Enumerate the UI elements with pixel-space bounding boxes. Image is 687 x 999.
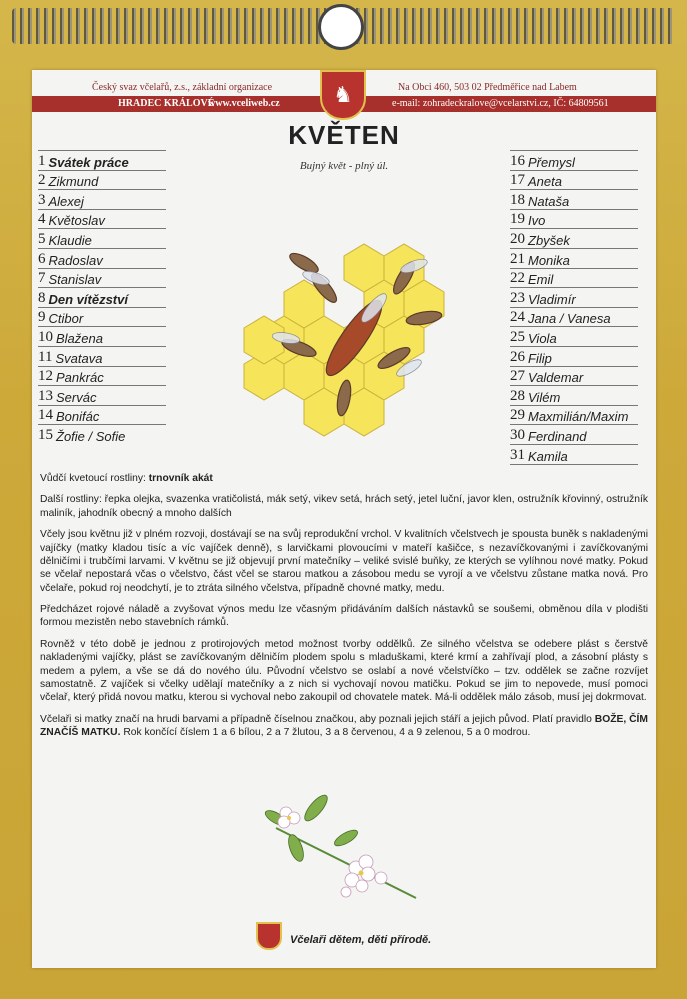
paragraph-splits: Rovněž v této době je jednou z protirojových metod možnost tvorby oddělků. Ze silného včelstva se odebere plást s čerstvě nakladenými vajíčky, plást se zavíčkovaným dělničím plodem spolu s mladuškami, které krmí a zahřívají plod, a zásobní plásty s medem a pylem, a vše se dá do nového úlu. Původní včelstvo se oslabí a nové včelstvíčko – tzv. oddělek se začne rozvíjet samostatně. Z vajíček si včelky udělají matečníky a z nich si vychovají novou matičku. Pokud se jim to nepovede, musí pomoci včelař, který přidá novou matku, kterou si vychoval nebo zakoupil od chovatele matek. Má-li oddělek málo zásob, musí jej dokrmovat. [40, 638, 648, 704]
month-motto: Bujný květ - plný úl. [299, 160, 389, 172]
day-row [510, 346, 638, 366]
day-row [38, 424, 166, 444]
hanger-hole [318, 4, 364, 50]
day-name: Kamila [528, 448, 568, 464]
day-name: Vladimír [528, 291, 576, 307]
month-title: KVĚTEN [288, 120, 400, 150]
day-number: 25 [510, 328, 525, 345]
day-row [38, 228, 166, 248]
footer-slogan: Včelaři dětem, děti přírodě. [290, 934, 432, 946]
day-row [510, 170, 638, 190]
day-row [510, 307, 638, 327]
day-name: Svátek práce [48, 154, 129, 170]
day-name: Maxmilián/Maxim [528, 409, 629, 425]
day-row [38, 170, 166, 190]
lead-plant-value: trnovník akát [148, 473, 213, 484]
day-name: Zbyšek [528, 232, 570, 248]
day-row [510, 326, 638, 346]
queen-marking-rule: BOŽE, ČÍM ZNAČÍŠ MATKU. [40, 713, 648, 738]
day-name: Zikmund [48, 174, 99, 190]
day-row [510, 209, 638, 229]
day-number: 23 [510, 289, 525, 306]
day-number: 24 [510, 309, 525, 326]
day-number: 30 [510, 426, 525, 443]
text-body [40, 472, 648, 747]
day-name: Radoslav [48, 252, 103, 268]
day-row [510, 366, 638, 386]
day-row [510, 287, 638, 307]
day-number: 22 [510, 270, 525, 287]
day-row [38, 385, 166, 405]
day-number: 21 [510, 250, 525, 267]
queen-marking-colors: Rok končící číslem 1 a 6 bílou, 2 a 7 žlutou, 3 a 8 červenou, 4 a 9 zelenou, 5 a 0 modrou. [123, 727, 531, 738]
day-name: Ferdinand [528, 428, 587, 444]
day-name: Alexej [48, 193, 84, 209]
day-number: 18 [510, 191, 525, 208]
bee-honeycomb-illustration [204, 188, 484, 458]
day-number: 20 [510, 230, 525, 247]
day-list-right [510, 150, 638, 465]
day-number: 7 [38, 270, 46, 287]
paragraph-queen-marking [40, 713, 648, 740]
day-name: Svatava [55, 350, 103, 366]
day-number: 14 [38, 407, 53, 424]
day-number: 13 [38, 387, 53, 404]
day-name: Vilém [528, 389, 561, 405]
day-number: 3 [38, 191, 46, 208]
day-number: 5 [38, 230, 46, 247]
crest-logo: ♞ [320, 70, 366, 120]
day-row [510, 405, 638, 425]
day-name: Viola [528, 330, 557, 346]
day-row [38, 405, 166, 425]
day-number: 4 [38, 211, 46, 228]
day-row [38, 366, 166, 386]
paragraph-development: Včely jsou květnu již v plném rozvoji, dostávají se na svůj reprodukční vrchol. V kvalitních včelstvech je spousta buněk s nakladenými vajíčky (matky kladou tisíc a víc vajíček denně), s larvičkami plovoucími v mateří kašičce, s nezavíčkovanými i zavíčkovanými dělničími i trubčími larvami. V květnu se již objevují první matečníky – veliké svislé buňky, ze kterých se vylíhnou nové matky. Pokud se včelař nepostará včas o včelstvo, část včel se starou matkou a zásobou medu se vyrojí a ve včelstvu zůstane matka nová. Pro včelaře, pokud roj neodchytí, je to ztráta silného včelstva, případně chovné matky, medu. [40, 529, 648, 594]
day-name: Ivo [528, 213, 546, 229]
other-plants-paragraph: Další rostliny: řepka olejka, svazenka vratičolistá, mák setý, vikev setá, hrách setý, jetel luční, javor klen, ostružník křovinný, ostružník maliník, jahodník obecný a mnoho dalších [40, 494, 648, 519]
day-row [38, 248, 166, 268]
lead-plant-label: Vůdčí kvetoucí rostliny: [40, 473, 146, 484]
day-number: 17 [510, 172, 525, 189]
day-name: Jana / Vanesa [528, 311, 611, 327]
day-name: Klaudie [48, 232, 92, 248]
lead-plant-paragraph [40, 472, 648, 485]
day-row [38, 346, 166, 366]
day-number: 11 [38, 348, 53, 365]
day-number: 27 [510, 368, 525, 385]
day-name: Valdemar [528, 370, 584, 386]
day-name: Přemysl [528, 154, 575, 170]
day-name: Monika [528, 252, 570, 268]
day-row [510, 228, 638, 248]
day-row [510, 189, 638, 209]
day-row [510, 385, 638, 405]
day-name: Pankrác [56, 370, 104, 386]
day-number: 9 [38, 309, 46, 326]
day-name: Blažena [56, 330, 103, 346]
day-row [510, 444, 638, 465]
day-number: 10 [38, 328, 53, 345]
day-name: Bonifác [56, 409, 100, 425]
day-row [38, 150, 166, 170]
day-name: Ctibor [48, 311, 84, 327]
day-row [510, 248, 638, 268]
day-name: Aneta [528, 174, 562, 190]
day-name: Emil [528, 272, 554, 288]
day-number: 6 [38, 250, 46, 267]
acacia-flower-illustration [256, 788, 426, 918]
org-contact: e-mail: zohradeckralove@vcelarstvi.cz, IČ: 64809561 [392, 98, 609, 109]
day-name: Den vítězství [48, 291, 128, 307]
day-row [38, 287, 166, 307]
day-row [38, 268, 166, 288]
day-list-left [38, 150, 166, 444]
day-number: 15 [38, 426, 53, 443]
day-number: 29 [510, 407, 525, 424]
day-name: Květoslav [48, 213, 105, 229]
day-number: 8 [38, 289, 46, 306]
day-name: Servác [56, 389, 97, 405]
day-row [510, 424, 638, 444]
calendar-page [32, 70, 656, 968]
day-number: 26 [510, 348, 525, 365]
day-number: 2 [38, 172, 46, 189]
day-row [510, 150, 638, 170]
day-name: Nataša [528, 193, 570, 209]
day-number: 28 [510, 387, 525, 404]
day-name: Filip [528, 350, 552, 366]
day-row [510, 268, 638, 288]
day-name: Stanislav [48, 272, 102, 288]
org-name: Český svaz včelařů, z.s., základní organizace [92, 82, 273, 93]
day-number: 31 [510, 446, 525, 463]
day-row [38, 189, 166, 209]
day-number: 16 [510, 152, 525, 169]
day-row [38, 326, 166, 346]
day-row [38, 209, 166, 229]
org-address: Na Obci 460, 503 02 Předměřice nad Labem [398, 82, 577, 93]
day-number: 1 [38, 152, 46, 169]
footer-logo [256, 922, 282, 950]
paragraph-swarming: Předcházet rojové náladě a zvyšovat výnos medu lze včasným přidáváním dalších nástavků se soušemi, obměnou díla v plodišti formou mezistěn nebo stavebních rámků. [40, 604, 648, 629]
day-number: 12 [38, 368, 53, 385]
queen-marking-intro: Včelaři si matky značí na hrudi barvami a případně číselnou značkou, aby poznali jejich stáří a jejich původ. Platí pravidlo [40, 713, 592, 725]
org-website: www.vceliweb.cz [208, 98, 280, 109]
day-name: Žofie / Sofie [56, 428, 126, 444]
day-row [38, 307, 166, 327]
day-number: 19 [510, 211, 525, 228]
org-city: HRADEC KRÁLOVÉ [118, 98, 215, 109]
